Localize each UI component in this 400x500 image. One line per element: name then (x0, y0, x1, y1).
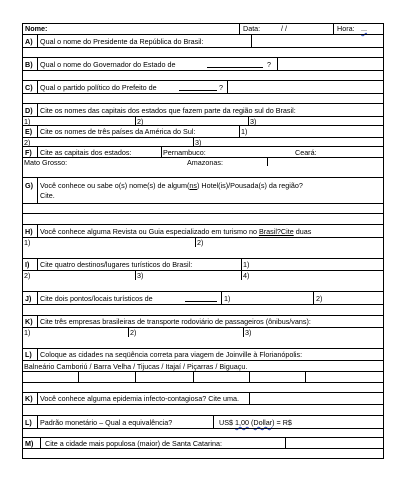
divider (249, 372, 250, 382)
currency-amount: 1,00 (234, 418, 249, 427)
state-amazonas: Amazonas: (187, 158, 223, 167)
question-i-destinos (23, 258, 383, 270)
option-2: 2) (24, 138, 31, 147)
question-text-rest: duas (293, 227, 312, 236)
sequence-row[interactable] (23, 371, 383, 382)
divider (285, 438, 286, 448)
question-text: Você conhece alguma epidemia infecto-contagiosa? Cite uma. (40, 394, 239, 403)
question-l-moeda (23, 415, 383, 428)
question-h-pontos (23, 291, 383, 304)
spacer (23, 404, 383, 415)
question-h (23, 224, 383, 237)
time-field[interactable]: ... (361, 24, 367, 33)
date-label: Data: (243, 24, 261, 33)
question-text: Coloque as cidades na seqüência correta para viagem de Joinville à Florianópolis: (40, 350, 303, 359)
blank-field[interactable] (179, 83, 217, 91)
option-1: 1) (24, 328, 31, 337)
divider (37, 349, 38, 360)
option-1: 1) (243, 260, 250, 269)
question-text: Cite as capitais dos estados: (40, 148, 132, 157)
divider (37, 416, 38, 428)
question-label: C) (25, 83, 33, 92)
question-label: L) (25, 350, 32, 359)
divider (333, 24, 334, 34)
spacer (23, 382, 383, 392)
question-b (23, 57, 383, 70)
question-label: I) (25, 260, 30, 269)
divider (193, 372, 194, 382)
question-g (23, 177, 383, 203)
divider (239, 126, 240, 137)
divider (243, 328, 244, 337)
currency-sep: ( (248, 418, 254, 427)
question-label: K) (25, 317, 33, 326)
question-text: Você conhece ou sabe o(s) nome(s) de algum( (40, 181, 190, 190)
divider (277, 58, 278, 70)
question-label: M) (25, 439, 34, 448)
divider (161, 147, 162, 157)
question-text: Você conhece alguma Revista ou Guia especializado em turismo no (40, 227, 259, 236)
option-3: 3) (250, 117, 257, 126)
divider (249, 393, 250, 404)
question-label: B) (25, 60, 33, 69)
question-text: Cite três empresas brasileiras de transporte rodoviário de passageiros (ônibus/vans): (40, 317, 311, 326)
divider (37, 104, 38, 116)
questionnaire-form (22, 23, 384, 459)
divider (37, 225, 38, 237)
option-2: 2) (24, 271, 31, 280)
option-2: 2) (130, 328, 137, 337)
blank-field[interactable] (185, 294, 217, 302)
date-field[interactable]: / / (281, 24, 287, 33)
option-1: 1) (24, 238, 31, 247)
answer-row[interactable] (23, 47, 383, 57)
currency-dollar: Dollar (253, 418, 273, 427)
divider (135, 117, 136, 125)
answer-row[interactable] (23, 270, 383, 280)
divider (313, 292, 314, 304)
question-text-ns: ns (189, 181, 198, 190)
question-text: Cite os nomes de três países da América do Sul: (40, 127, 196, 136)
spacer (23, 428, 383, 437)
divider (37, 393, 38, 404)
question-text-brasil: Brasil?Cite (258, 227, 294, 236)
question-label: J) (25, 294, 32, 303)
question-label: A) (25, 37, 33, 46)
question-c (23, 80, 383, 93)
answer-row[interactable] (23, 137, 383, 146)
divider (78, 372, 79, 382)
question-text-rest: ) Hotel(is)/Pousada(s) da região? (197, 181, 303, 190)
option-2: 2) (316, 294, 323, 303)
question-f (23, 146, 383, 157)
divider (193, 138, 194, 146)
question-text: Cite dois pontos/locais turísticos de (40, 294, 153, 303)
answer-row[interactable] (23, 116, 383, 125)
answer-row[interactable] (23, 327, 383, 337)
question-text: Qual o nome do Governador do Estado de (40, 60, 176, 69)
option-1: 1) (24, 117, 31, 126)
spacer (23, 166, 383, 177)
question-j-cidades (23, 348, 383, 360)
question-label: G) (25, 181, 33, 190)
divider (40, 438, 41, 448)
spacer (23, 213, 383, 224)
divider (37, 35, 38, 47)
question-text-cite: Cite. (40, 191, 55, 200)
answer-row[interactable] (23, 70, 383, 80)
divider (241, 271, 242, 280)
divider (135, 372, 136, 382)
divider (37, 81, 38, 93)
question-text: Padrão monetário – Qual a equivalência? (40, 418, 173, 427)
state-ceara: Ceará: (295, 148, 317, 157)
question-a (23, 34, 383, 47)
answer-row[interactable] (23, 448, 383, 458)
divider (239, 24, 240, 34)
question-k-epidemia (23, 392, 383, 404)
divider (251, 35, 252, 47)
question-e (23, 125, 383, 137)
divider (37, 178, 38, 203)
divider (221, 292, 222, 304)
option-3: 3) (195, 138, 202, 147)
divider (37, 316, 38, 327)
state-mato-grosso: Mato Grosso: (24, 158, 68, 167)
divider (37, 259, 38, 270)
divider (37, 58, 38, 70)
blank-field[interactable] (207, 60, 263, 68)
divider (37, 292, 38, 304)
answer-row[interactable] (23, 93, 383, 103)
option-4: 4) (243, 271, 250, 280)
question-d (23, 103, 383, 116)
currency-usd: US$ (219, 418, 235, 427)
option-1: 1) (224, 294, 231, 303)
divider (267, 158, 268, 166)
divider (213, 416, 214, 428)
spacer (23, 280, 383, 291)
spacer (23, 337, 383, 348)
question-label: E) (25, 127, 33, 136)
city-list-row (23, 360, 383, 371)
divider (128, 328, 129, 337)
question-label: L) (25, 418, 32, 427)
city-list: Balneário Camboriú / Barra Velha / Tijucas / Itajaí / Piçarras / Biguaçu. (24, 362, 248, 371)
divider (305, 372, 306, 382)
question-mark: ? (267, 60, 271, 69)
question-text: Qual o partido político do Prefeito de (40, 83, 157, 92)
divider (135, 271, 136, 280)
question-label: K) (25, 394, 33, 403)
question-label: H) (25, 227, 33, 236)
option-2: 2) (197, 238, 204, 247)
question-text: Qual o nome do Presidente da República do Brasil: (40, 37, 204, 46)
spacer (23, 304, 383, 315)
divider (37, 147, 38, 157)
spacer (23, 247, 383, 258)
answer-row[interactable] (23, 237, 383, 247)
divider (195, 238, 196, 247)
option-2: 2) (137, 117, 144, 126)
divider (227, 81, 228, 93)
question-label: D) (25, 106, 33, 115)
answer-row[interactable] (23, 157, 383, 166)
divider (37, 126, 38, 137)
divider (241, 259, 242, 270)
time-label: Hora: (337, 24, 355, 33)
header-row (23, 24, 383, 34)
state-pernambuco: Pernambuco: (163, 148, 206, 157)
divider (248, 117, 249, 125)
currency-brl: ) = R$ (272, 418, 292, 427)
question-m-cidade (23, 437, 383, 448)
answer-row[interactable] (23, 203, 383, 213)
option-3: 3) (137, 271, 144, 280)
question-mark: ? (219, 83, 223, 92)
option-1: 1) (241, 127, 248, 136)
option-3: 3) (245, 328, 252, 337)
question-label: F) (25, 148, 32, 157)
question-text: Cite os nomes das capitais dos estados que fazem parte da região sul do Brasil: (40, 106, 296, 115)
name-label: Nome: (25, 24, 48, 33)
question-text: Cite quatro destinos/lugares turísticos do Brasil: (40, 260, 193, 269)
question-i-empresas (23, 315, 383, 327)
question-text: Cite a cidade mais populosa (maior) de Santa Catarina: (45, 439, 222, 448)
